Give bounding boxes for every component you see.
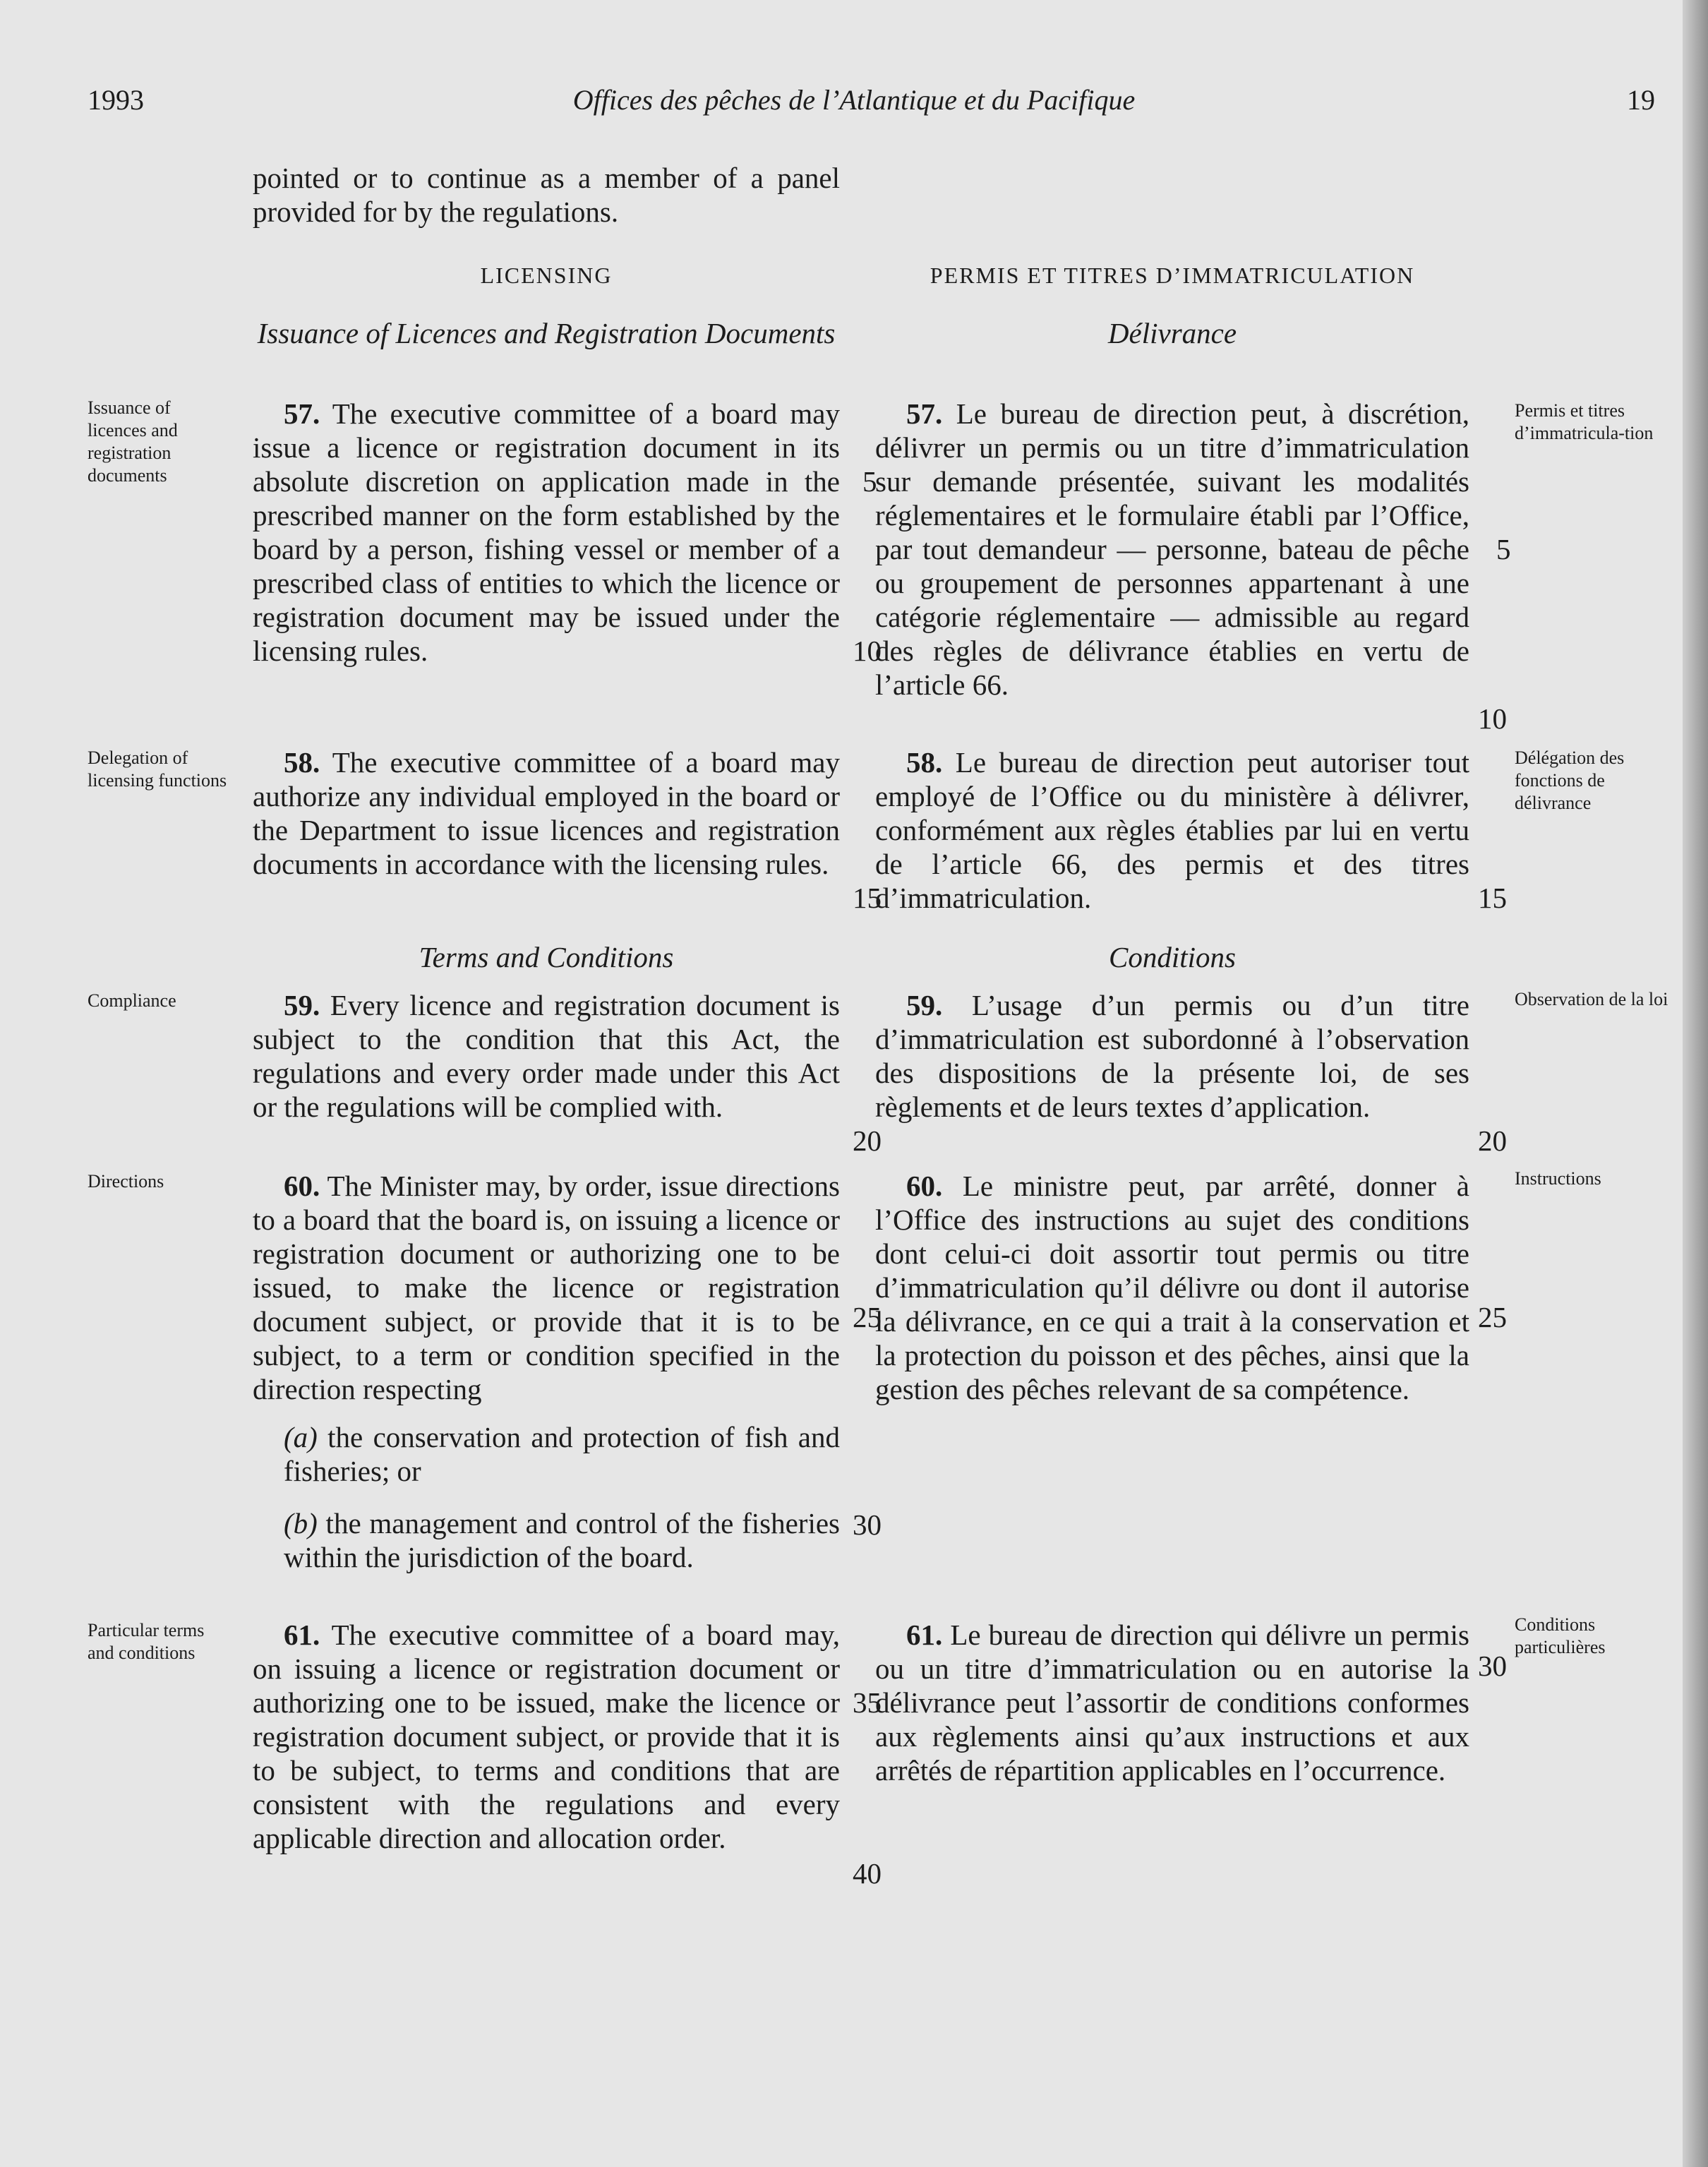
left-subheading-terms: Terms and Conditions (419, 941, 674, 973)
section-text: Le ministre peut, par arrêté, donner à l’Office des instructions au sujet des conditions dont celui-ci doit assortir tout permis ou titre d’immatriculation qu’il délivre ou dont il autorise la délivrance, en ce qui a trait à la conservation et la protection du poisson et des pêches, ainsi que la gestion des pêches relevant de sa compétence. (875, 1170, 1469, 1405)
page-edge-shadow (1683, 0, 1708, 2167)
margin-note-right-59: Observation de la loi (1515, 989, 1668, 1009)
line-number: 40 (853, 1857, 882, 1890)
left-section-60 (253, 1169, 840, 1406)
header-title: Offices des pêches de l’Atlantique et du Pacifique (572, 84, 1136, 116)
section-number: 60. (906, 1170, 943, 1202)
section-number: 60. (284, 1170, 320, 1202)
line-number: 15 (853, 882, 882, 914)
line-number: 5 (1496, 533, 1511, 565)
margin-note-right-58: Délégation des fonctions de délivrance (1515, 748, 1625, 813)
line-number: 35 (853, 1686, 882, 1719)
line-number: 25 (1478, 1301, 1507, 1333)
left-section-60-b (253, 1506, 840, 1574)
section-text: Every licence and registration document is subject to the condition that this Act, the regulations and every order made under this Act or the regulations will be complied with. (253, 989, 840, 1123)
right-section-60 (875, 1169, 1469, 1406)
paragraph-mark: (b) (284, 1507, 318, 1539)
header-year: 1993 (88, 84, 144, 116)
right-subheading-conditions: Conditions (1109, 941, 1236, 973)
section-text: The executive committee of a board may, on issuing a licence or registration document or authorizing one to be issued, make the licence or registration document subject, or provide that it is to be subject, to terms and conditions that are consistent with the regulations and every applicable direction and allocation order. (253, 1619, 840, 1854)
line-number: 25 (853, 1301, 882, 1333)
paragraph-text: the conservation and protection of fish and fisheries; or (284, 1421, 840, 1487)
section-number: 58. (284, 746, 320, 779)
section-number: 57. (906, 397, 943, 430)
margin-note-left-61: Particular terms and conditions (88, 1620, 205, 1663)
section-text: The Minister may, by order, issue directions to a board that the board is, on issuing a licence or registration document or authorizing one to be issued, to make the licence or registration document subject, or provide that it is to be subject, to a term or condition specified in the direction respecting (253, 1170, 840, 1405)
line-number: 30 (853, 1508, 882, 1541)
line-number: 30 (1478, 1650, 1507, 1682)
margin-note-left-60: Directions (88, 1171, 164, 1191)
line-number: 20 (1478, 1124, 1507, 1157)
line-number: 15 (1478, 882, 1507, 914)
section-text: The executive committee of a board may authorize any individual employed in the board or the Department to issue licences and registration documents in accordance with the licensing rules. (253, 746, 840, 880)
section-number: 59. (284, 989, 320, 1021)
line-number: 20 (853, 1124, 882, 1157)
left-section-58 (253, 745, 840, 881)
right-section-57 (875, 397, 1469, 702)
right-part-heading: PERMIS ET TITRES D’IMMATRICULATION (930, 263, 1415, 288)
paragraph-text: the management and control of the fisheries within the jurisdiction of the board. (284, 1507, 840, 1573)
right-subheading-delivrance: Délivrance (1107, 317, 1237, 349)
section-number: 57. (284, 397, 320, 430)
margin-note-left-59: Compliance (88, 990, 176, 1011)
section-number: 59. (906, 989, 943, 1021)
margin-note-right-60: Instructions (1515, 1168, 1601, 1189)
right-section-59 (875, 988, 1469, 1124)
left-section-57 (253, 397, 840, 668)
section-number: 61. (906, 1619, 943, 1651)
line-number: 10 (1478, 702, 1507, 735)
left-section-59 (253, 988, 840, 1124)
left-section-61 (253, 1618, 840, 1855)
margin-note-right-57: Permis et titres d’immatricula-tion (1515, 400, 1654, 443)
paragraph-mark: (a) (284, 1421, 318, 1453)
line-number: 5 (862, 465, 877, 498)
section-text: The executive committee of a board may issue a licence or registration document in its absolute discretion on application made in the prescribed manner on the form established by the board by a person, fishing vessel or member of a prescribed class of entities to which the licence or registration document may be issued under the licensing rules. (253, 397, 840, 667)
section-text: Le bureau de direction qui délivre un permis ou un titre d’immatriculation ou en autorise la délivrance peut l’assortir de conditions conformes aux règlements ainsi qu’aux instructions et aux arrêtés de répartition applicables en l’occurrence. (875, 1619, 1469, 1787)
margin-note-right-61: Conditions particulières (1515, 1614, 1606, 1657)
left-section-60-a (253, 1420, 840, 1488)
margin-note-left-58: Delegation of licensing functions (88, 748, 227, 791)
section-number: 58. (906, 746, 943, 779)
section-text: Le bureau de direction peut, à discrétion, délivrer un permis ou un titre d’immatriculation sur demande présentée, suivant les modalités réglementaires et le formulaire établi par l’Office, par tout demandeur — personne, bateau de pêche ou groupement de personnes appartenant à une catégorie réglementaire — admissible au regard des règles de délivrance établies en vertu de l’article 66. (875, 397, 1469, 701)
left-continuation: pointed or to continue as a member of a panel provided for by the regulations. (253, 162, 840, 228)
right-section-61 (875, 1618, 1469, 1787)
right-section-58 (875, 745, 1469, 915)
page-number: 19 (1627, 84, 1655, 116)
left-part-heading: LICENSING (480, 263, 613, 288)
section-text: Le bureau de direction peut autoriser tout employé de l’Office ou du ministère à délivrer, conformément aux règles établies par lui en vertu de l’article 66, des permis et des titres d’immatriculation. (875, 746, 1469, 914)
line-number: 10 (853, 635, 882, 667)
margin-note-left-57: Issuance of licences and registration documents (88, 397, 178, 486)
section-number: 61. (284, 1619, 320, 1651)
left-subheading-issuance: Issuance of Licences and Registration Documents (257, 317, 836, 349)
section-text: L’usage d’un permis ou d’un titre d’immatriculation est subordonné à l’observation des dispositions de la présente loi, de ses règlements et de leurs textes d’application. (875, 989, 1469, 1123)
